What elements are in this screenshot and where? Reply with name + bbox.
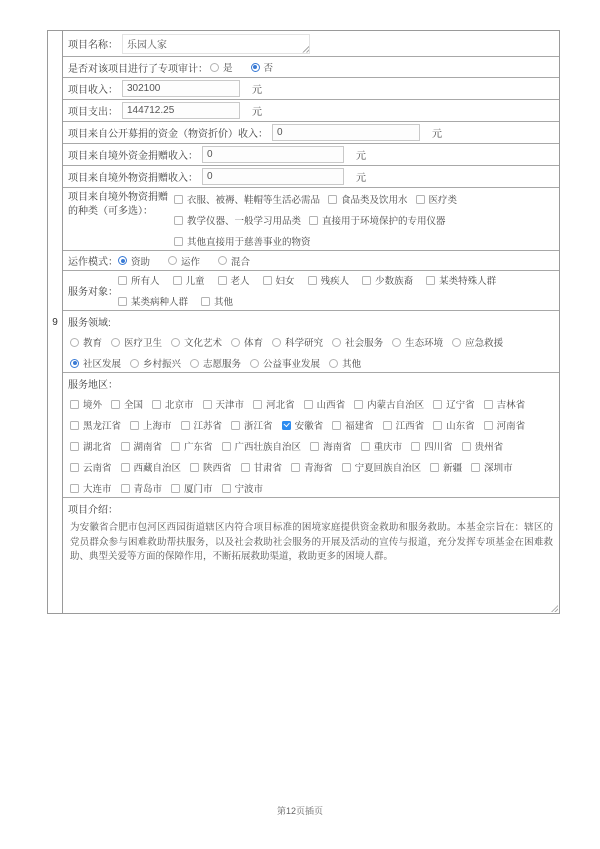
service-area-option[interactable] bbox=[462, 439, 504, 453]
option-label: 其他 bbox=[214, 297, 234, 308]
public-fund-label: 项目来自公开募捐的资金（物资折价）收入： bbox=[68, 129, 268, 140]
checkbox-icon[interactable] bbox=[70, 484, 79, 493]
checkbox-icon[interactable] bbox=[70, 400, 79, 409]
service-area-option[interactable] bbox=[190, 460, 232, 474]
checkbox-icon[interactable] bbox=[342, 463, 351, 472]
project-intro-text[interactable]: 为安徽省合肥市包河区西园街道辖区内符合项目标准的困境家庭提供资金救助和服务救助。本基金宗旨在：辖区的党员群众参与困难救助帮扶服务，以及社会救助社会服务的开展及活动的宣传与报道，充分发挥专项基金在困难救助、典型关爱等方面的保障作用，不断拓展救助渠道，救助更多的困境人群。 bbox=[70, 522, 553, 563]
option-label: 教学仪器、一般学习用品类 bbox=[187, 216, 302, 227]
resize-handle-icon[interactable] bbox=[551, 605, 558, 612]
option-label: 直接用于环境保护的专用仪器 bbox=[322, 216, 446, 227]
row-overseas-goods bbox=[63, 166, 559, 188]
row-number: 9 bbox=[52, 316, 58, 328]
service-area-option[interactable] bbox=[430, 460, 462, 474]
checkbox-icon[interactable] bbox=[173, 276, 182, 285]
radio-icon[interactable] bbox=[130, 359, 139, 368]
service-area-option[interactable] bbox=[203, 397, 245, 411]
checkbox-icon[interactable] bbox=[222, 442, 231, 451]
service-field-option[interactable] bbox=[130, 356, 181, 370]
option-label: 衣服、被褥、鞋帽等生活必需品 bbox=[187, 195, 321, 206]
option-label: 公益事业发展 bbox=[263, 359, 321, 370]
service-area-option[interactable] bbox=[222, 481, 264, 495]
service-area-option[interactable] bbox=[361, 439, 403, 453]
form-rows bbox=[63, 31, 559, 613]
option-label: 贵州省 bbox=[474, 442, 504, 453]
checkbox-icon[interactable] bbox=[171, 442, 180, 451]
radio-icon[interactable] bbox=[171, 338, 180, 347]
goods-type-option[interactable] bbox=[174, 213, 301, 227]
checkbox-icon[interactable] bbox=[430, 463, 439, 472]
goods-type-option[interactable] bbox=[309, 213, 446, 227]
radio-icon[interactable] bbox=[452, 338, 461, 347]
expense-label: 项目支出： bbox=[68, 107, 118, 118]
project-form-table bbox=[47, 30, 560, 614]
row-number-cell bbox=[48, 31, 63, 613]
goods-type-option[interactable] bbox=[328, 192, 408, 206]
overseas-fund-unit: 元 bbox=[356, 151, 366, 162]
checkbox-icon[interactable] bbox=[416, 195, 425, 204]
checkbox-icon[interactable] bbox=[201, 297, 210, 306]
radio-icon[interactable] bbox=[272, 338, 281, 347]
project-intro-label: 项目介绍： bbox=[68, 505, 118, 516]
service-target-option[interactable] bbox=[308, 273, 350, 287]
radio-icon[interactable] bbox=[250, 359, 259, 368]
operation-mode-label: 运作模式： bbox=[68, 257, 118, 268]
service-field-option[interactable] bbox=[392, 335, 443, 349]
option-label: 是 bbox=[223, 63, 233, 74]
checkbox-icon[interactable] bbox=[118, 276, 127, 285]
option-label: 其他直接用于慈善事业的物资 bbox=[187, 237, 311, 248]
checkbox-icon[interactable] bbox=[411, 442, 420, 451]
option-label: 辽宁省 bbox=[446, 400, 475, 411]
service-field-option[interactable] bbox=[452, 335, 503, 349]
option-label: 残疾人 bbox=[320, 276, 350, 287]
service-area-option[interactable] bbox=[70, 460, 112, 474]
service-field-option[interactable] bbox=[231, 335, 263, 349]
checkbox-icon[interactable] bbox=[171, 484, 180, 493]
checkbox-icon[interactable] bbox=[203, 400, 212, 409]
radio-icon[interactable] bbox=[190, 359, 199, 368]
checkbox-icon[interactable] bbox=[130, 421, 139, 430]
checkbox-icon[interactable] bbox=[174, 216, 183, 225]
option-label: 吉林省 bbox=[496, 400, 526, 411]
checkbox-icon[interactable] bbox=[426, 276, 435, 285]
goods-type-option[interactable] bbox=[174, 234, 311, 248]
service-area-option[interactable] bbox=[222, 439, 302, 453]
service-field-options bbox=[68, 335, 555, 370]
service-area-option[interactable] bbox=[433, 418, 475, 432]
income-input[interactable] bbox=[122, 80, 240, 97]
checkbox-icon[interactable] bbox=[361, 442, 370, 451]
checkbox-icon[interactable] bbox=[310, 442, 319, 451]
checkbox-icon[interactable] bbox=[471, 463, 480, 472]
service-target-option[interactable] bbox=[426, 273, 496, 287]
service-field-option[interactable] bbox=[190, 356, 241, 370]
option-label: 其他 bbox=[342, 359, 362, 370]
service-area-option[interactable] bbox=[383, 418, 425, 432]
expense-input[interactable] bbox=[122, 102, 240, 119]
service-target-option[interactable] bbox=[173, 273, 205, 287]
service-area-option[interactable] bbox=[152, 397, 194, 411]
option-label: 志愿服务 bbox=[203, 359, 242, 370]
option-label: 四川省 bbox=[424, 442, 453, 453]
radio-icon[interactable] bbox=[231, 338, 240, 347]
checkbox-icon[interactable] bbox=[383, 421, 392, 430]
checkbox-icon[interactable] bbox=[332, 421, 341, 430]
overseas-goods-input[interactable] bbox=[202, 168, 344, 185]
radio-icon[interactable] bbox=[218, 256, 227, 265]
checkbox-icon[interactable] bbox=[308, 276, 317, 285]
checkbox-icon[interactable] bbox=[70, 463, 79, 472]
service-target-option[interactable] bbox=[118, 294, 188, 308]
row-service-target bbox=[63, 271, 559, 311]
service-area-option[interactable] bbox=[121, 481, 163, 495]
public-fund-unit: 元 bbox=[432, 129, 442, 140]
service-field-option[interactable] bbox=[70, 335, 102, 349]
checkbox-icon[interactable] bbox=[218, 276, 227, 285]
service-field-option[interactable] bbox=[111, 335, 162, 349]
option-label: 广东省 bbox=[184, 442, 213, 453]
checkbox-icon[interactable] bbox=[328, 195, 337, 204]
operation-mode-option[interactable] bbox=[168, 254, 200, 268]
checkbox-icon[interactable] bbox=[241, 463, 250, 472]
checkbox-icon[interactable] bbox=[304, 400, 313, 409]
checkbox-icon[interactable] bbox=[231, 421, 240, 430]
option-label: 安徽省 bbox=[294, 421, 324, 432]
goods-type-option[interactable] bbox=[416, 192, 458, 206]
goods-types-options bbox=[174, 191, 555, 248]
option-label: 医疗卫生 bbox=[124, 338, 163, 349]
radio-icon[interactable] bbox=[332, 338, 341, 347]
checkbox-icon[interactable] bbox=[433, 400, 442, 409]
service-field-option[interactable] bbox=[250, 356, 320, 370]
option-label: 厦门市 bbox=[184, 484, 213, 495]
service-target-options bbox=[118, 273, 555, 308]
option-label: 重庆市 bbox=[373, 442, 403, 453]
checkbox-icon[interactable] bbox=[118, 297, 127, 306]
radio-icon[interactable] bbox=[210, 63, 219, 72]
operation-mode-option[interactable] bbox=[118, 254, 150, 268]
option-label: 河南省 bbox=[496, 421, 526, 432]
option-label: 青岛市 bbox=[133, 484, 163, 495]
service-area-option[interactable] bbox=[171, 481, 213, 495]
option-label: 山东省 bbox=[446, 421, 475, 432]
service-area-label: 服务地区： bbox=[68, 380, 118, 391]
service-target-option[interactable] bbox=[263, 273, 295, 287]
row-operation-mode bbox=[63, 251, 559, 271]
option-label: 广西壮族自治区 bbox=[234, 442, 302, 453]
option-label: 科学研究 bbox=[285, 338, 324, 349]
checkbox-icon[interactable] bbox=[190, 463, 199, 472]
radio-icon[interactable] bbox=[70, 338, 79, 347]
overseas-fund-input[interactable] bbox=[202, 146, 344, 163]
service-area-option[interactable] bbox=[411, 439, 453, 453]
radio-icon[interactable] bbox=[70, 359, 79, 368]
service-area-option[interactable] bbox=[70, 418, 121, 432]
option-label: 少数族裔 bbox=[375, 276, 414, 287]
expense-unit: 元 bbox=[252, 107, 262, 118]
checkbox-icon[interactable] bbox=[222, 484, 231, 493]
row-service-area bbox=[63, 373, 559, 498]
service-target-option[interactable] bbox=[201, 294, 233, 308]
audit-options bbox=[208, 60, 289, 74]
checkbox-icon[interactable] bbox=[121, 463, 130, 472]
checkbox-icon[interactable] bbox=[484, 421, 493, 430]
service-area-option[interactable] bbox=[241, 460, 283, 474]
radio-icon[interactable] bbox=[329, 359, 338, 368]
checkbox-icon[interactable] bbox=[282, 421, 291, 430]
checkbox-icon[interactable] bbox=[174, 195, 183, 204]
operation-mode-option[interactable] bbox=[218, 254, 250, 268]
row-service-field bbox=[63, 311, 559, 373]
option-label: 儿童 bbox=[185, 276, 205, 287]
service-area-option[interactable] bbox=[121, 460, 182, 474]
service-area-option[interactable] bbox=[231, 418, 273, 432]
service-field-option[interactable] bbox=[332, 335, 383, 349]
option-label: 混合 bbox=[231, 256, 251, 268]
service-area-option[interactable] bbox=[291, 460, 333, 474]
option-label: 否 bbox=[263, 63, 274, 74]
service-field-option[interactable] bbox=[329, 356, 361, 370]
service-field-label: 服务领域: bbox=[68, 318, 111, 329]
option-label: 青海省 bbox=[304, 463, 333, 474]
service-area-option[interactable] bbox=[282, 418, 324, 432]
option-label: 文化艺术 bbox=[184, 338, 223, 349]
option-label: 全国 bbox=[124, 400, 144, 411]
service-area-option[interactable] bbox=[70, 439, 112, 453]
option-label: 教育 bbox=[83, 338, 103, 349]
option-label: 浙江省 bbox=[244, 421, 273, 432]
option-label: 医疗类 bbox=[428, 195, 458, 206]
option-label: 山西省 bbox=[316, 400, 346, 411]
option-label: 河北省 bbox=[266, 400, 295, 411]
option-label: 宁波市 bbox=[234, 484, 264, 495]
checkbox-icon[interactable] bbox=[70, 421, 79, 430]
checkbox-icon[interactable] bbox=[70, 442, 79, 451]
option-label: 体育 bbox=[244, 338, 264, 349]
service-area-option[interactable] bbox=[342, 460, 422, 474]
goods-type-option[interactable] bbox=[174, 192, 320, 206]
checkbox-icon[interactable] bbox=[354, 400, 363, 409]
option-label: 食品类及饮用水 bbox=[341, 195, 408, 206]
option-label: 深圳市 bbox=[484, 463, 513, 474]
service-target-option[interactable] bbox=[218, 273, 250, 287]
income-unit: 元 bbox=[252, 85, 262, 96]
option-label: 某类特殊人群 bbox=[439, 276, 497, 287]
checkbox-icon[interactable] bbox=[484, 400, 493, 409]
option-label: 陕西省 bbox=[203, 463, 232, 474]
service-area-options bbox=[68, 397, 555, 495]
service-field-option[interactable] bbox=[70, 356, 121, 370]
service-area-option[interactable] bbox=[171, 439, 213, 453]
public-fund-input[interactable] bbox=[272, 124, 420, 141]
checkbox-icon[interactable] bbox=[291, 463, 300, 472]
service-area-option[interactable] bbox=[304, 397, 346, 411]
project-name-input[interactable] bbox=[122, 34, 310, 54]
overseas-fund-label: 项目来自境外资金捐赠收入： bbox=[68, 151, 198, 162]
checkbox-icon[interactable] bbox=[462, 442, 471, 451]
audit-option[interactable] bbox=[251, 60, 274, 74]
option-label: 宁夏回族自治区 bbox=[354, 463, 422, 474]
project-name-field-wrap bbox=[122, 34, 310, 54]
option-label: 湖北省 bbox=[83, 442, 112, 453]
checkbox-icon[interactable] bbox=[181, 421, 190, 430]
service-area-option[interactable] bbox=[484, 397, 526, 411]
option-label: 北京市 bbox=[165, 400, 194, 411]
option-label: 大连市 bbox=[83, 484, 112, 495]
service-area-option[interactable] bbox=[253, 397, 295, 411]
option-label: 福建省 bbox=[345, 421, 374, 432]
page-footer: 第12页插页 bbox=[276, 806, 323, 816]
option-label: 甘肃省 bbox=[253, 463, 283, 474]
option-label: 妇女 bbox=[275, 276, 295, 287]
row-expense bbox=[63, 100, 559, 122]
checkbox-icon[interactable] bbox=[309, 216, 318, 225]
radio-icon[interactable] bbox=[118, 256, 127, 265]
option-label: 江西省 bbox=[395, 421, 425, 432]
option-label: 云南省 bbox=[83, 463, 112, 474]
checkbox-icon[interactable] bbox=[174, 237, 183, 246]
overseas-goods-label: 项目来自境外物资捐赠收入： bbox=[68, 173, 198, 184]
audit-option[interactable] bbox=[210, 60, 233, 74]
service-area-option[interactable] bbox=[181, 418, 223, 432]
service-target-option[interactable] bbox=[362, 273, 413, 287]
option-label: 社区发展 bbox=[83, 359, 122, 370]
checkbox-icon[interactable] bbox=[253, 400, 262, 409]
row-overseas-fund bbox=[63, 144, 559, 166]
row-goods-types bbox=[63, 188, 559, 251]
checkbox-icon[interactable] bbox=[263, 276, 272, 285]
option-label: 老人 bbox=[230, 276, 250, 287]
service-field-option[interactable] bbox=[171, 335, 222, 349]
service-area-option[interactable] bbox=[70, 397, 102, 411]
option-label: 西藏自治区 bbox=[133, 463, 182, 474]
service-area-option[interactable] bbox=[70, 481, 112, 495]
checkbox-icon[interactable] bbox=[121, 442, 130, 451]
option-label: 生态环境 bbox=[405, 338, 444, 349]
option-label: 境外 bbox=[83, 400, 103, 411]
service-area-option[interactable] bbox=[354, 397, 424, 411]
service-area-option[interactable] bbox=[121, 439, 163, 453]
option-label: 资助 bbox=[131, 256, 151, 268]
service-area-option[interactable] bbox=[332, 418, 374, 432]
goods-types-label: 项目来自境外物资捐赠的种类（可多选）： bbox=[68, 192, 168, 217]
option-label: 江苏省 bbox=[193, 421, 223, 432]
operation-mode-options bbox=[118, 254, 268, 268]
overseas-goods-unit: 元 bbox=[356, 173, 366, 184]
row-public-fund bbox=[63, 122, 559, 144]
service-area-option[interactable] bbox=[484, 418, 526, 432]
radio-icon[interactable] bbox=[111, 338, 120, 347]
service-area-option[interactable] bbox=[130, 418, 172, 432]
option-label: 内蒙古自治区 bbox=[367, 400, 425, 411]
option-label: 应急救援 bbox=[465, 338, 504, 349]
row-project-name bbox=[63, 31, 559, 57]
service-field-option[interactable] bbox=[272, 335, 323, 349]
income-label: 项目收入： bbox=[68, 85, 118, 96]
option-label: 社会服务 bbox=[345, 338, 384, 349]
option-label: 天津市 bbox=[215, 400, 245, 411]
option-label: 黑龙江省 bbox=[83, 421, 122, 432]
checkbox-icon[interactable] bbox=[111, 400, 120, 409]
option-label: 海南省 bbox=[323, 442, 352, 453]
checkbox-icon[interactable] bbox=[121, 484, 130, 493]
checkbox-icon[interactable] bbox=[433, 421, 442, 430]
option-label: 上海市 bbox=[143, 421, 172, 432]
row-income bbox=[63, 78, 559, 100]
option-label: 所有人 bbox=[131, 276, 160, 287]
checkbox-icon[interactable] bbox=[152, 400, 161, 409]
project-name-label: 项目名称： bbox=[68, 40, 118, 51]
option-label: 湖南省 bbox=[133, 442, 163, 453]
radio-icon[interactable] bbox=[168, 256, 177, 265]
option-label: 乡村振兴 bbox=[143, 359, 182, 370]
radio-icon[interactable] bbox=[251, 63, 260, 72]
service-area-option[interactable] bbox=[111, 397, 143, 411]
row-project-intro bbox=[63, 498, 559, 613]
option-label: 运作 bbox=[181, 256, 201, 268]
service-area-option[interactable] bbox=[471, 460, 513, 474]
checkbox-icon[interactable] bbox=[362, 276, 371, 285]
radio-icon[interactable] bbox=[392, 338, 401, 347]
service-area-option[interactable] bbox=[310, 439, 352, 453]
service-target-option[interactable] bbox=[118, 273, 160, 287]
option-label: 新疆 bbox=[443, 463, 463, 474]
service-target-label: 服务对象： bbox=[68, 287, 118, 298]
row-audit bbox=[63, 57, 559, 78]
service-area-option[interactable] bbox=[433, 397, 475, 411]
audit-label: 是否对该项目进行了专项审计： bbox=[68, 63, 208, 75]
option-label: 某类病种人群 bbox=[131, 297, 189, 308]
